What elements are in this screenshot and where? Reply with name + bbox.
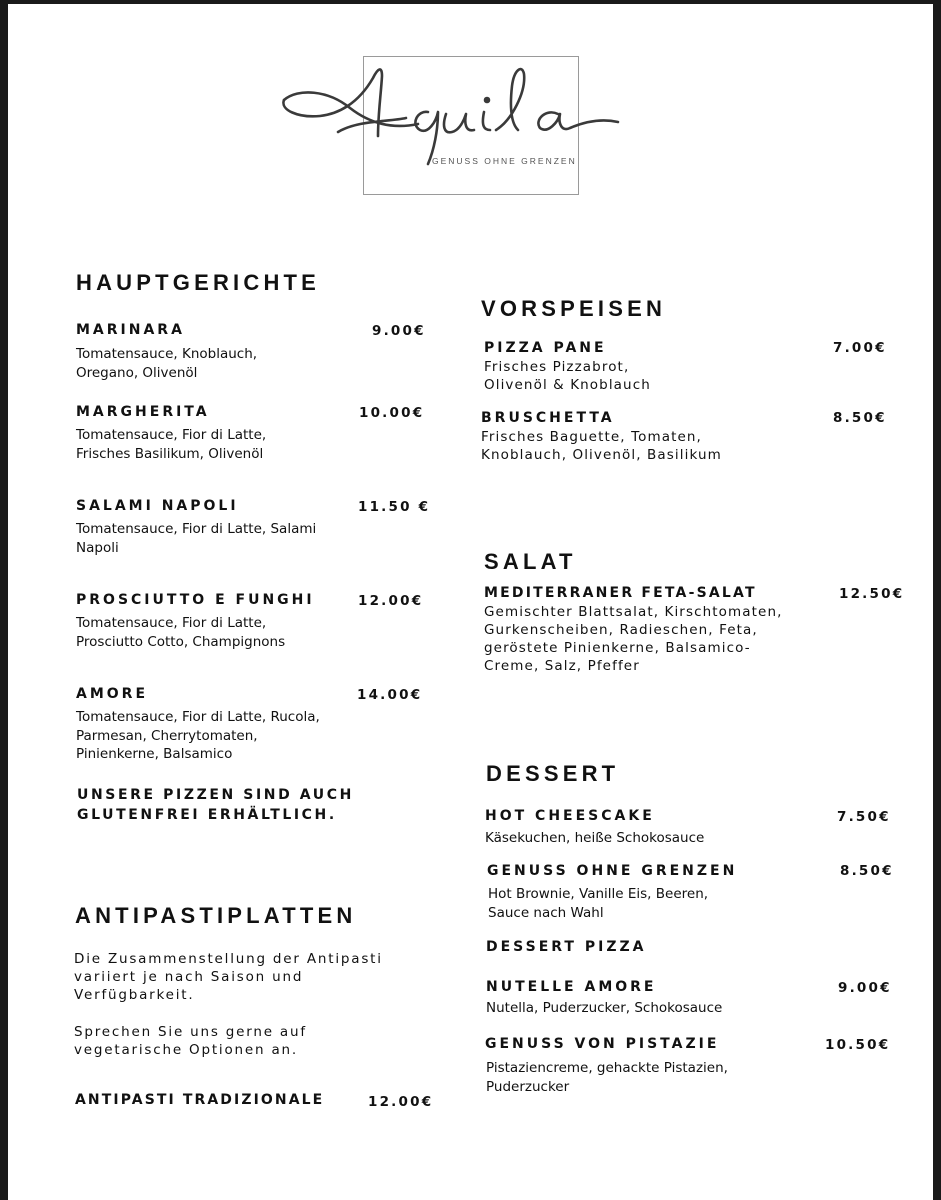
item-name-salami-napoli: SALAMI NAPOLI (76, 498, 239, 514)
item-price-amore: 14.00€ (357, 687, 423, 703)
item-desc-mediterraner-feta-salat: Gemischter Blattsalat, Kirschtomaten, Gurkenscheiben, Radieschen, Feta, geröstete Pinienkerne, Balsamico- Creme, Salz, Pfeffer (484, 604, 783, 674)
heading-hauptgerichte: HAUPTGERICHTE (76, 270, 321, 295)
item-desc-genuss-von-pistazie: Pistaziencreme, gehackte Pistazien, Puderzucker (486, 1060, 728, 1095)
heading-antipastiplatten: ANTIPASTIPLATTEN (75, 903, 357, 928)
antipasti-vegetarian-note: Sprechen Sie uns gerne auf vegetarische Optionen an. (74, 1024, 307, 1058)
item-price-prosciutto-e-funghi: 12.00€ (358, 593, 424, 609)
item-price-salami-napoli: 11.50 € (358, 499, 431, 515)
item-name-marinara: MARINARA (76, 322, 185, 338)
antipasti-description: Die Zusammenstellung der Antipasti variiert je nach Saison und Verfügbarkeit. (74, 951, 383, 1003)
item-name-genuss-von-pistazie: GENUSS VON PISTAZIE (485, 1036, 720, 1052)
item-name-prosciutto-e-funghi: PROSCIUTTO E FUNGHI (76, 592, 315, 608)
item-desc-hot-cheescake: Käsekuchen, heiße Schokosauce (485, 830, 705, 846)
subheading-dessert-pizza: DESSERT PIZZA (486, 939, 647, 955)
item-price-hot-cheescake: 7.50€ (837, 809, 891, 825)
heading-salat: SALAT (484, 549, 577, 574)
item-desc-amore: Tomatensauce, Fior di Latte, Rucola, Parmesan, Cherrytomaten, Pinienkerne, Balsamico (76, 709, 320, 762)
item-price-antipasti-tradizionale: 12.00€ (368, 1094, 434, 1110)
item-desc-prosciutto-e-funghi: Tomatensauce, Fior di Latte, Prosciutto Cotto, Champignons (76, 615, 286, 650)
item-price-margherita: 10.00€ (359, 405, 425, 421)
item-desc-salami-napoli: Tomatensauce, Fior di Latte, Salami Napoli (76, 521, 317, 556)
item-name-margherita: MARGHERITA (76, 404, 210, 420)
item-price-pizza-pane: 7.00€ (833, 340, 887, 356)
item-desc-bruschetta: Frisches Baguette, Tomaten, Knoblauch, Olivenöl, Basilikum (481, 429, 722, 463)
item-desc-margherita: Tomatensauce, Fior di Latte, Frisches Basilikum, Olivenöl (76, 427, 267, 462)
item-desc-nutelle-amore: Nutella, Puderzucker, Schokosauce (486, 1000, 723, 1016)
item-name-bruschetta: BRUSCHETTA (481, 410, 615, 426)
item-price-mediterraner-feta-salat: 12.50€ (839, 586, 905, 602)
item-desc-genuss-ohne-grenzen: Hot Brownie, Vanille Eis, Beeren, Sauce nach Wahl (488, 886, 709, 921)
item-desc-pizza-pane: Frisches Pizzabrot, Olivenöl & Knoblauch (484, 359, 651, 393)
item-price-genuss-von-pistazie: 10.50€ (825, 1037, 891, 1053)
item-name-mediterraner-feta-salat: MEDITERRANER FETA-SALAT (484, 585, 757, 601)
heading-dessert: DESSERT (486, 761, 620, 786)
item-name-hot-cheescake: HOT CHEESCAKE (485, 808, 655, 824)
item-name-pizza-pane: PIZZA PANE (484, 340, 607, 356)
item-name-amore: AMORE (76, 686, 149, 702)
item-name-antipasti-tradizionale: ANTIPASTI TRADIZIONALE (75, 1092, 325, 1108)
item-price-genuss-ohne-grenzen: 8.50€ (840, 863, 894, 879)
gluten-free-note: UNSERE PIZZEN SIND AUCH GLUTENFREI ERHÄLTLICH. (77, 787, 354, 823)
item-price-marinara: 9.00€ (372, 323, 426, 339)
item-desc-marinara: Tomatensauce, Knoblauch, Oregano, Olivenöl (76, 346, 258, 381)
item-name-genuss-ohne-grenzen: GENUSS OHNE GRENZEN (487, 863, 738, 879)
item-price-nutelle-amore: 9.00€ (838, 980, 892, 996)
logo-tagline: GENUSS OHNE GRENZEN (432, 156, 577, 166)
item-price-bruschetta: 8.50€ (833, 410, 887, 426)
logo-script-aquila (278, 60, 638, 170)
heading-vorspeisen: VORSPEISEN (481, 296, 667, 321)
item-name-nutelle-amore: NUTELLE AMORE (486, 979, 657, 995)
